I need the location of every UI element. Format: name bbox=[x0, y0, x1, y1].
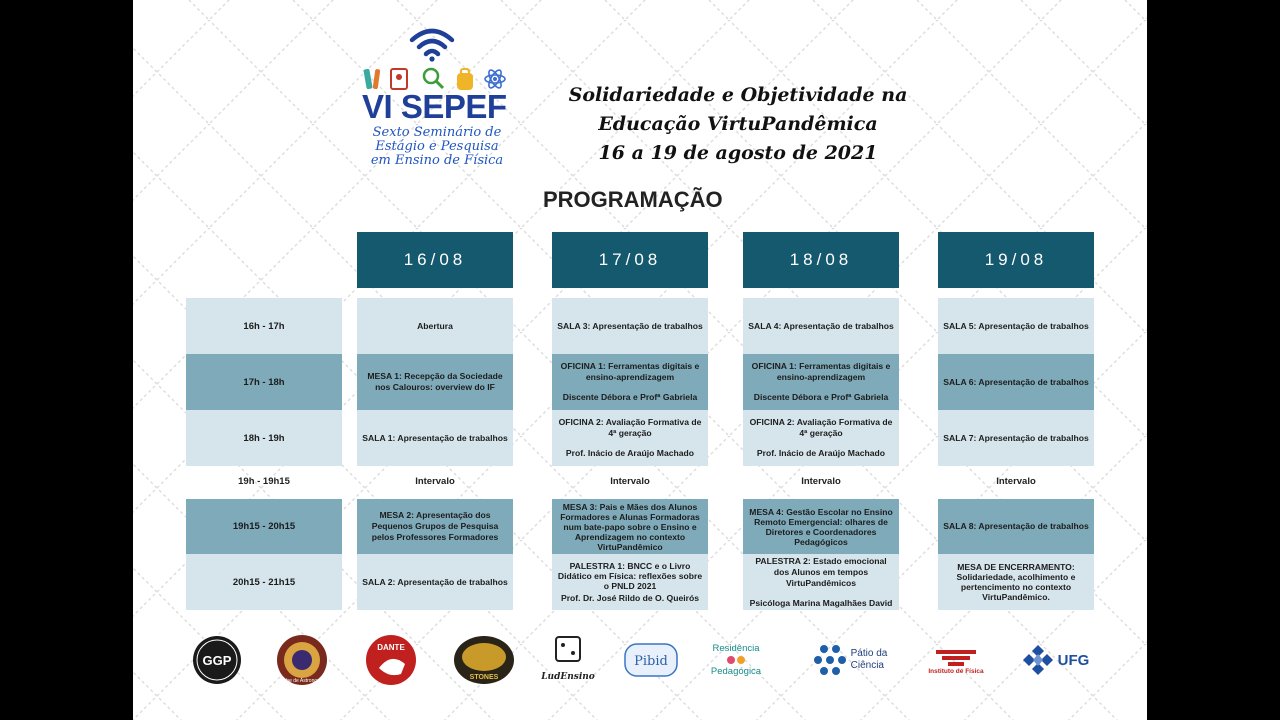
headline-line: Solidariedade e Objetividade na bbox=[568, 84, 908, 106]
instituto-de-fisica-logo: Instituto de Física bbox=[923, 632, 989, 688]
session-cell: OFICINA 2: Avaliação Formativa de 4ª geração Prof. Inácio de Araújo Machado bbox=[552, 410, 708, 466]
session-cell: MESA DE ENCERRAMENTO: Solidariedade, acolhimento e pertencimento no contexto VirtuPandêmico. bbox=[938, 554, 1094, 610]
svg-text:GGP: GGP bbox=[202, 653, 232, 668]
time-slot: 16h - 17h bbox=[186, 298, 342, 354]
ggp-logo bbox=[189, 632, 245, 688]
session-cell: SALA 6: Apresentação de trabalhos bbox=[938, 354, 1094, 410]
session-cell: SALA 8: Apresentação de trabalhos bbox=[938, 499, 1094, 554]
time-slot: 18h - 19h bbox=[186, 410, 342, 466]
ludensino-logo bbox=[543, 632, 593, 688]
day-header: 17/08 bbox=[552, 232, 708, 288]
time-slot: 19h - 19h15 bbox=[238, 476, 290, 487]
session-cell: SALA 4: Apresentação de trabalhos bbox=[743, 298, 899, 354]
program-title: PROGRAMAÇÃO bbox=[543, 187, 723, 212]
session-cell: OFICINA 2: Avaliação Formativa de 4ª geração Prof. Inácio de Araújo Machado bbox=[743, 410, 899, 466]
ufg-logo: UFG bbox=[1017, 632, 1093, 688]
patio-da-ciencia-logo: Pátio da Ciência bbox=[805, 632, 895, 688]
session-cell: PALESTRA 2: Estado emocional dos Alunos em tempos VirtuPandêmicos Psicóloga Marina Magalhães David bbox=[743, 554, 899, 610]
interval-label: Intervalo bbox=[415, 476, 455, 487]
session-cell: SALA 3: Apresentação de trabalhos bbox=[552, 298, 708, 354]
session-cell: OFICINA 1: Ferramentas digitais e ensino-aprendizagem Discente Débora e Profª Gabriela bbox=[552, 354, 708, 410]
dante-logo bbox=[363, 632, 419, 688]
event-logo-title: VI SEPEF bbox=[362, 88, 507, 125]
time-slot: 20h15 - 21h15 bbox=[186, 554, 342, 610]
pibid-logo bbox=[623, 632, 679, 688]
session-cell: MESA 4: Gestão Escolar no Ensino Remoto Emergencial: olhares de Diretores e Coordenadores Pedagógicos bbox=[743, 499, 899, 554]
residencia-pedagogica-logo: Residência Pedagógica bbox=[710, 643, 762, 677]
interval-label: Intervalo bbox=[996, 476, 1036, 487]
svg-text:Clube de Astronomia: Clube de Astronomia bbox=[278, 678, 326, 684]
session-cell: SALA 2: Apresentação de trabalhos bbox=[357, 554, 513, 610]
svg-text:Pibid: Pibid bbox=[634, 654, 668, 669]
session-cell: MESA 2: Apresentação dos Pequenos Grupos de Pesquisa pelos Professores Formadores bbox=[357, 499, 513, 554]
day-header: 18/08 bbox=[743, 232, 899, 288]
session-cell: PALESTRA 1: BNCC e o Livro Didático em Física: reflexões sobre o PNLD 2021 Prof. Dr. José Rildo de O. Queirós bbox=[552, 554, 708, 610]
session-cell: OFICINA 1: Ferramentas digitais e ensino-aprendizagem Discente Débora e Profª Gabriela bbox=[743, 354, 899, 410]
session-cell: MESA 1: Recepção da Sociedade nos Calouros: overview do IF bbox=[357, 354, 513, 410]
interval-label: Intervalo bbox=[801, 476, 841, 487]
time-slot: 17h - 18h bbox=[186, 354, 342, 410]
day-header: 19/08 bbox=[938, 232, 1094, 288]
session-cell: SALA 1: Apresentação de trabalhos bbox=[357, 410, 513, 466]
wifi-icon bbox=[409, 26, 455, 62]
headline-date: 16 a 19 de agosto de 2021 bbox=[598, 142, 878, 164]
event-logo-subtitle-line: Estágio e Pesquisa bbox=[375, 139, 499, 154]
svg-text:LudEnsino: LudEnsino bbox=[541, 672, 595, 682]
astronomy-club-logo bbox=[273, 632, 331, 688]
event-logo-subtitle-line: Sexto Seminário de bbox=[372, 125, 502, 140]
session-cell: SALA 7: Apresentação de trabalhos bbox=[938, 410, 1094, 466]
event-logo-subtitle-line: em Ensino de Física bbox=[370, 153, 504, 168]
headline-line: Educação VirtuPandêmica bbox=[598, 113, 878, 135]
program-slide bbox=[133, 0, 1147, 720]
day-header: 16/08 bbox=[357, 232, 513, 288]
session-cell: SALA 5: Apresentação de trabalhos bbox=[938, 298, 1094, 354]
stones-logo bbox=[451, 632, 517, 688]
session-cell: Abertura bbox=[357, 298, 513, 354]
time-slot: 19h15 - 20h15 bbox=[186, 499, 342, 554]
svg-text:STONES: STONES bbox=[469, 674, 499, 681]
session-cell: MESA 3: Pais e Mães dos Alunos Formadores e Alunas Formadoras num bate-papo sobre o Ensino e Aprendizagem no contexto VirtuPandêmico bbox=[552, 499, 708, 554]
svg-text:DANTE: DANTE bbox=[377, 643, 405, 652]
interval-label: Intervalo bbox=[610, 476, 650, 487]
